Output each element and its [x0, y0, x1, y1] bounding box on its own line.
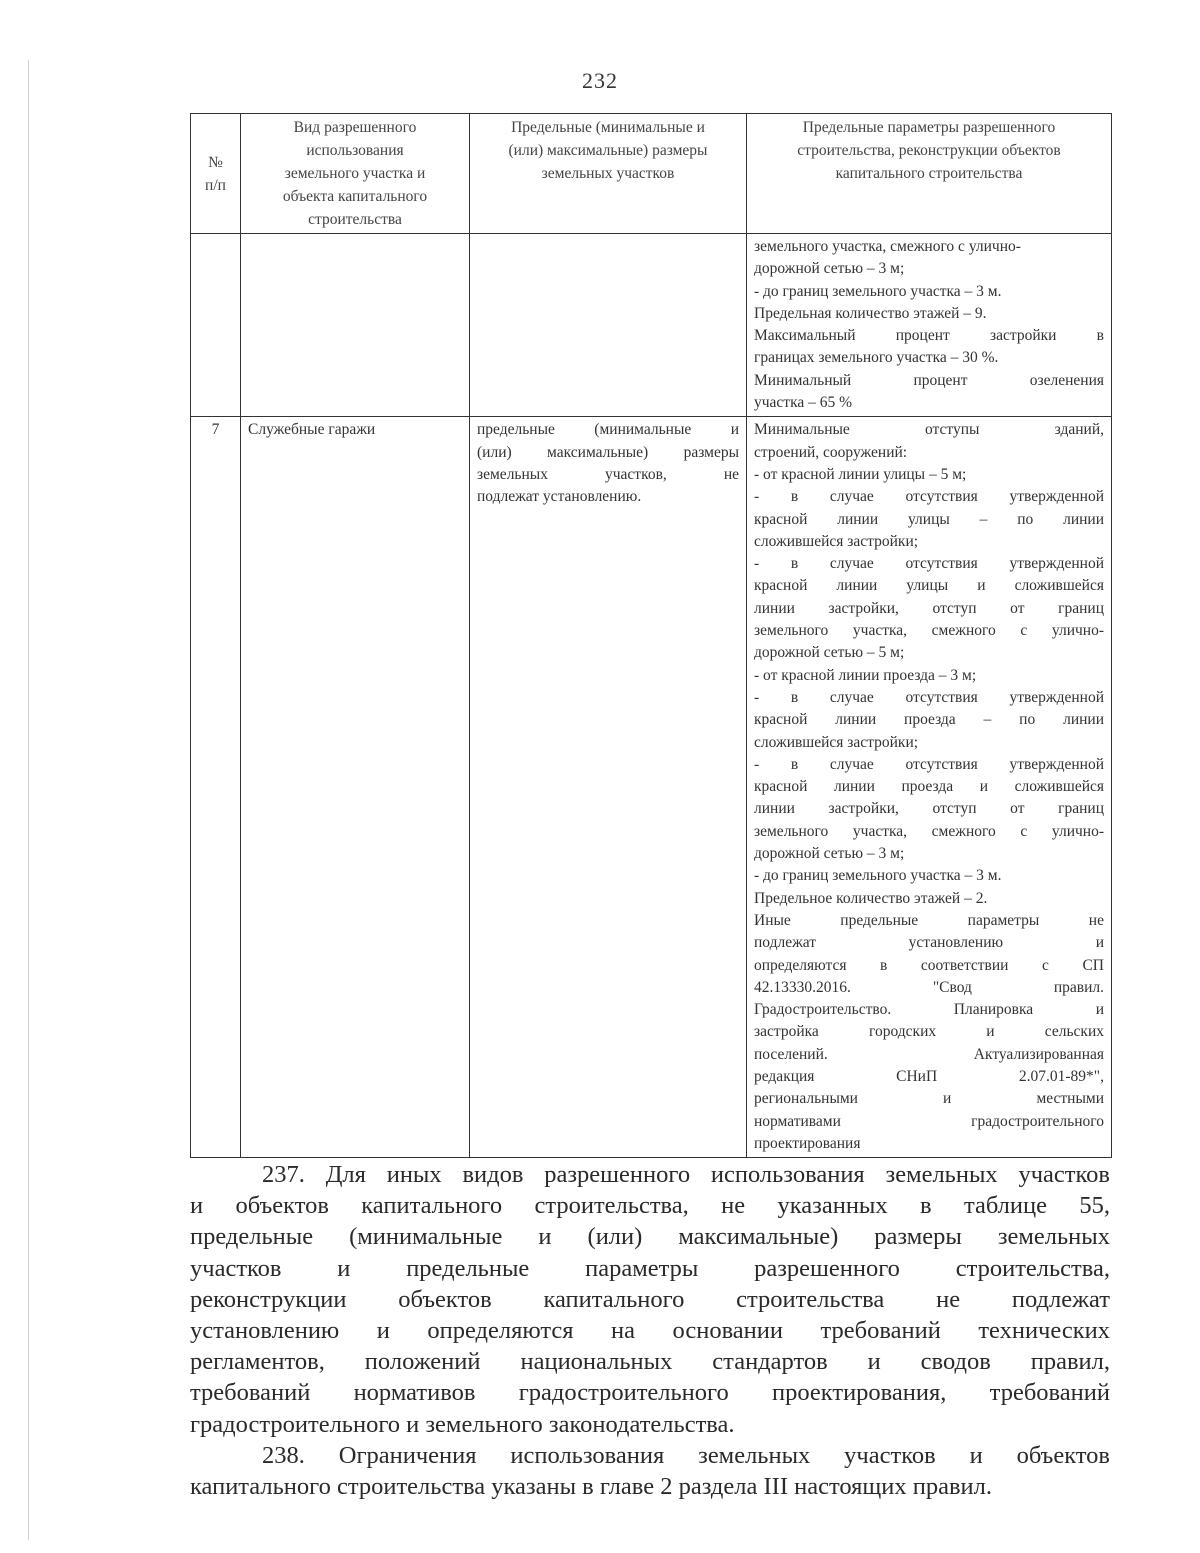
text-line: определяются в соответствии с СП [754, 956, 1104, 974]
paragraph-line: установлению и определяются на основании требований технических [190, 1317, 1110, 1345]
text-line: земельных участков, не [477, 465, 739, 483]
text-line: сложившейся застройки; [754, 532, 919, 550]
header-line: земельного участка и [284, 165, 426, 182]
regulations-table [190, 113, 1112, 1158]
cell-params-continued [747, 234, 1112, 417]
text-line: Максимальный процент застройки в [754, 327, 1104, 345]
text-line: проектирования [754, 1134, 861, 1152]
header-cell-sizes [470, 114, 747, 234]
cell-sizes-empty [470, 234, 747, 417]
header-line: использования [306, 142, 404, 159]
paragraph-237 [190, 1159, 1110, 1440]
header-line: строительства, реконструкции объектов [797, 142, 1061, 159]
paragraph-line: участков и предельные параметры разрешенного строительства, [190, 1254, 1110, 1282]
text-line: - в случае отсутствия утвержденной [754, 688, 1104, 706]
paragraph-line: реконструкции объектов капитального строительства не подлежат [190, 1285, 1110, 1313]
text-line: Минимальный процент озеленения [754, 371, 1104, 389]
text-line: застройка городских и сельских [754, 1023, 1104, 1041]
text-line: региональными и местными [754, 1090, 1104, 1108]
paragraph-line: требований нормативов градостроительного проектирования, требований [190, 1379, 1110, 1407]
text-line: линии застройки, отступ от границ [754, 599, 1104, 617]
table-header-row [191, 114, 1112, 234]
text-line: земельного участка, смежного с улично- [754, 238, 1021, 255]
header-line: Вид разрешенного [293, 119, 417, 136]
page-number: 232 [582, 68, 618, 93]
text-line: красной линии улицы и сложившейся [754, 577, 1104, 595]
cell-params [747, 417, 1112, 1158]
paragraph-line: предельные (минимальные и (или) максимальные) размеры земельных [190, 1223, 1110, 1251]
text-line: дорожной сетью – 5 м; [754, 644, 905, 662]
paragraph-line: регламентов, положений национальных стандартов и сводов правил, [190, 1348, 1110, 1376]
cell-kind-empty [241, 234, 470, 417]
text-line: - до границ земельного участка – 3 м. [754, 282, 1002, 300]
header-line: (или) максимальные) размеры [508, 142, 708, 159]
text-line: подлежат установлению и [754, 934, 1104, 952]
text-line: сложившейся застройки; [754, 733, 919, 751]
text-line: Минимальные отступы зданий, [754, 421, 1104, 439]
text-line: - в случае отсутствия утвержденной [754, 488, 1104, 506]
header-line: капитального строительства [835, 165, 1023, 182]
header-cell-number [191, 114, 241, 234]
cell-sizes [470, 417, 747, 1158]
regulations-table-wrap [190, 113, 1111, 1156]
text-line: Предельное количество этажей – 2. [754, 889, 988, 907]
text-line: - до границ земельного участка – 3 м. [754, 867, 1002, 885]
text-line: нормативами градостроительного [754, 1112, 1104, 1130]
text-line: земельного участка, смежного с улично- [754, 822, 1104, 840]
cell-row-number: 7 [191, 417, 241, 1158]
text-line: красной линии улицы – по линии [754, 510, 1104, 528]
text-line: красной линии проезда – по линии [754, 711, 1104, 729]
text-line: границах земельного участка – 30 %. [754, 349, 999, 367]
text-line: Иные предельные параметры не [754, 911, 1104, 929]
text-line: предельные (минимальные и [477, 421, 739, 439]
paragraph-238 [190, 1440, 1110, 1502]
header-cell-kind [241, 114, 470, 234]
text-line: дорожной сетью – 3 м; [754, 845, 905, 863]
text-line: поселений. Актуализированная [754, 1045, 1104, 1063]
text-line: дорожной сетью – 3 м; [754, 260, 905, 278]
text-line: (или) максимальные) размеры [477, 443, 739, 461]
header-line: Предельные параметры разрешенного [802, 119, 1056, 136]
table-row-continued [191, 234, 1112, 417]
text-line: земельного участка, смежного с улично- [754, 622, 1104, 640]
cell-number-empty [191, 234, 241, 417]
cell-kind: Служебные гаражи [241, 417, 470, 1158]
paragraph-line: 238. Ограничения использования земельных участков и объектов [262, 1442, 1110, 1469]
text-line: - от красной линии улицы – 5 м; [754, 465, 967, 483]
text-line: 42.13330.2016. "Свод правил. [754, 978, 1104, 996]
header-line: объекта капитального [282, 188, 428, 205]
text-line: Градостроительство. Планировка и [754, 1001, 1104, 1019]
text-line: Предельная количество этажей – 9. [754, 304, 987, 322]
text-line: подлежат установлению. [477, 488, 642, 506]
header-line: № [208, 153, 223, 171]
paragraph-line: градостроительного и земельного законодательства. [190, 1410, 735, 1438]
text-line: красной линии проезда и сложившейся [754, 778, 1104, 796]
header-line: земельных участков [541, 165, 675, 182]
text-line: - от красной линии проезда – 3 м; [754, 666, 977, 684]
text-line: участка – 65 % [754, 394, 853, 412]
paragraph-line: капитального строительства указаны в главе 2 раздела III настоящих правил. [190, 1473, 993, 1501]
header-cell-params [747, 114, 1112, 234]
scan-margin-line [28, 60, 29, 1540]
paragraph-line: и объектов капитального строительства, не указанных в таблице 55, [190, 1192, 1110, 1220]
header-line: строительства [308, 211, 402, 228]
header-line: Предельные (минимальные и [511, 119, 705, 136]
text-line: строений, сооружений: [754, 443, 908, 461]
text-line: редакция СНиП 2.07.01-89*", [754, 1067, 1104, 1085]
text-line: - в случае отсутствия утвержденной [754, 755, 1104, 773]
text-line: - в случае отсутствия утвержденной [754, 555, 1104, 573]
table-row-7 [191, 417, 1112, 1158]
text-line: линии застройки, отступ от границ [754, 800, 1104, 818]
header-line: п/п [205, 176, 226, 194]
paragraph-line: 237. Для иных видов разрешенного использования земельных участков [262, 1161, 1110, 1188]
